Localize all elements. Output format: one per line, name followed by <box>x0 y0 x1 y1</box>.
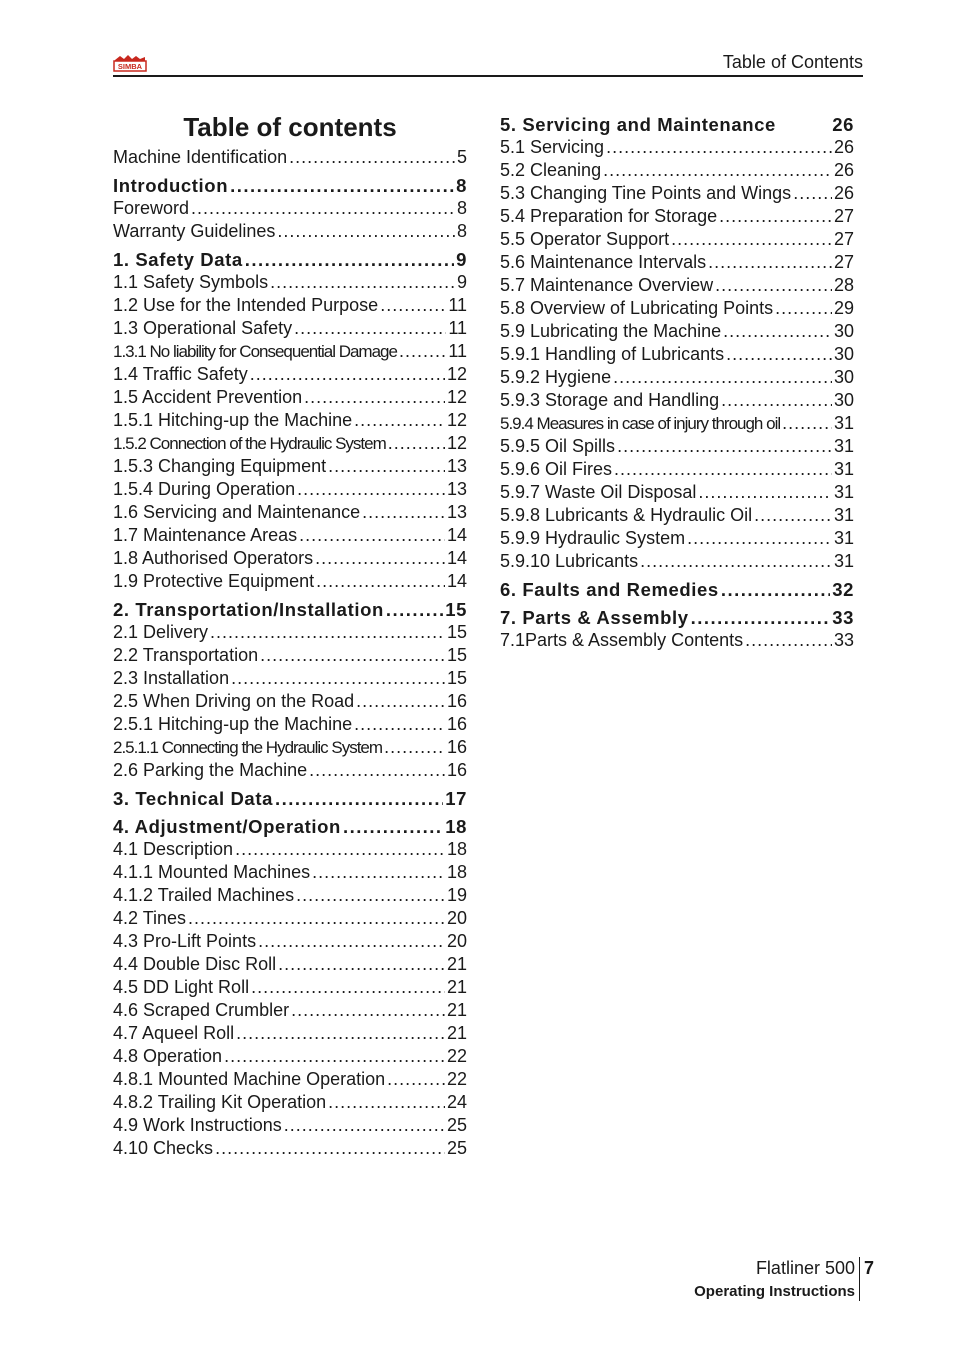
toc-leader-dots <box>356 690 445 713</box>
toc-entry[interactable] <box>113 907 467 930</box>
toc-leader-dots <box>384 736 445 759</box>
toc-leader-dots <box>277 220 455 243</box>
toc-leader-dots <box>316 570 445 593</box>
toc-entry[interactable] <box>113 524 467 547</box>
toc-entry-label: 5.9.4 Measures in case of injury through oil <box>500 414 781 433</box>
toc-entry-label: 5.7 Maintenance Overview <box>500 275 714 295</box>
toc-entry-page: 33 <box>833 630 854 650</box>
toc-leader-dots <box>386 598 443 621</box>
toc-leader-dots <box>275 787 443 810</box>
toc-section-entry[interactable] <box>500 113 854 136</box>
toc-entry-page: 29 <box>833 298 854 318</box>
toc-entry-page: 16 <box>446 737 467 757</box>
toc-column-right <box>500 108 854 652</box>
toc-entry-label: 2.1 Delivery <box>113 622 209 642</box>
toc-entry[interactable] <box>113 644 467 667</box>
toc-entry[interactable] <box>113 317 467 340</box>
toc-entry[interactable] <box>500 550 854 573</box>
toc-entry[interactable] <box>500 481 854 504</box>
toc-section-entry[interactable] <box>500 606 854 629</box>
toc-entry-label: 5.9.9 Hydraulic System <box>500 528 686 548</box>
toc-entry-page: 21 <box>446 977 467 997</box>
toc-entry-page: 14 <box>446 525 467 545</box>
toc-leader-dots <box>354 409 445 432</box>
toc-entry[interactable] <box>113 455 467 478</box>
toc-entry-page: 9 <box>456 272 467 292</box>
toc-entry-page: 12 <box>446 410 467 430</box>
toc-entry-label: 4.9 Work Instructions <box>113 1115 282 1135</box>
toc-entry-label: 4.1.1 Mounted Machines <box>113 862 311 882</box>
toc-entry[interactable] <box>113 501 467 524</box>
toc-entry-page: 33 <box>832 607 854 628</box>
toc-entry[interactable] <box>113 1091 467 1114</box>
toc-list-right <box>500 113 854 652</box>
toc-leader-dots <box>328 455 445 478</box>
toc-entry-label: 3. Technical Data <box>113 788 273 809</box>
toc-entry-label: 1.8 Authorised Operators <box>113 548 314 568</box>
toc-entry-label: 7.1Parts & Assembly Contents <box>500 630 744 650</box>
toc-entry-label: 1.5.4 During Operation <box>113 479 296 499</box>
toc-entry-page: 27 <box>833 229 854 249</box>
toc-entry[interactable] <box>500 182 854 205</box>
toc-section-entry[interactable] <box>113 174 467 197</box>
toc-leader-dots <box>715 274 832 297</box>
toc-leader-dots <box>231 667 445 690</box>
toc-entry-page: 31 <box>833 505 854 525</box>
toc-entry[interactable] <box>500 435 854 458</box>
toc-leader-dots <box>775 297 832 320</box>
toc-entry-label: 2.5 When Driving on the Road <box>113 691 355 711</box>
toc-entry[interactable] <box>113 570 467 593</box>
toc-entry-page: 5 <box>456 147 467 167</box>
toc-entry-label: 5.9.5 Oil Spills <box>500 436 616 456</box>
toc-entry-page: 31 <box>833 436 854 456</box>
toc-entry-label: Foreword <box>113 198 190 218</box>
toc-entry[interactable] <box>113 386 467 409</box>
toc-list-left <box>113 146 467 1160</box>
toc-entry-page: 21 <box>446 954 467 974</box>
toc-entry[interactable] <box>500 274 854 297</box>
toc-leader-dots <box>708 251 832 274</box>
toc-leader-dots <box>297 478 445 501</box>
toc-entry-page: 11 <box>448 318 467 338</box>
toc-leader-dots <box>721 578 830 601</box>
toc-entry-label: 4.5 DD Light Roll <box>113 977 250 997</box>
toc-entry-page: 32 <box>832 579 854 600</box>
toc-entry-page: 8 <box>456 175 467 196</box>
toc-leader-dots <box>745 629 832 652</box>
toc-entry-page: 18 <box>445 816 467 837</box>
toc-leader-dots <box>388 432 445 455</box>
footer-product-name: Flatliner 500 <box>755 1258 855 1278</box>
toc-leader-dots <box>245 248 454 271</box>
toc-leader-dots <box>617 435 832 458</box>
toc-entry[interactable] <box>113 432 467 455</box>
toc-entry-page: 16 <box>446 760 467 780</box>
toc-entry-page: 21 <box>446 1000 467 1020</box>
toc-entry[interactable] <box>500 205 854 228</box>
toc-entry[interactable] <box>113 197 467 220</box>
toc-leader-dots <box>671 228 832 251</box>
toc-entry-label: 1.5 Accident Prevention <box>113 387 303 407</box>
toc-entry-page: 14 <box>446 548 467 568</box>
toc-entry[interactable] <box>113 884 467 907</box>
toc-entry-label: 4.7 Aqueel Roll <box>113 1023 235 1043</box>
toc-entry-page: 9 <box>456 249 467 270</box>
toc-entry-label: 4.10 Checks <box>113 1138 214 1158</box>
toc-entry[interactable] <box>500 320 854 343</box>
toc-entry-label: 5.1 Servicing <box>500 137 605 157</box>
simba-logo-graphic <box>113 54 147 72</box>
toc-leader-dots <box>278 953 445 976</box>
toc-entry-label: 1.3.1 No liability for Consequential Damage <box>113 342 397 361</box>
toc-leader-dots <box>723 320 832 343</box>
toc-entry[interactable] <box>113 621 467 644</box>
toc-entry-page: 20 <box>446 908 467 928</box>
toc-entry-page: 27 <box>833 206 854 226</box>
toc-entry-label: 1.5.1 Hitching-up the Machine <box>113 410 353 430</box>
toc-entry-label: 6. Faults and Remedies <box>500 579 719 600</box>
toc-leader-dots <box>309 759 445 782</box>
toc-entry-label: 1. Safety Data <box>113 249 243 270</box>
toc-entry[interactable] <box>500 629 854 652</box>
toc-entry[interactable] <box>113 1068 467 1091</box>
toc-entry-page: 26 <box>833 183 854 203</box>
toc-entry-label: 5.5 Operator Support <box>500 229 670 249</box>
toc-entry[interactable] <box>113 146 467 169</box>
toc-entry-label: 2.3 Installation <box>113 668 230 688</box>
toc-entry-label: 4.8.2 Trailing Kit Operation <box>113 1092 327 1112</box>
toc-entry-page: 30 <box>833 390 854 410</box>
toc-leader-dots <box>328 1091 445 1114</box>
toc-entry[interactable] <box>500 412 854 435</box>
toc-entry-label: 1.3 Operational Safety <box>113 318 293 338</box>
toc-leader-dots <box>284 1114 445 1137</box>
toc-leader-dots <box>698 481 832 504</box>
toc-entry-label: 1.5.3 Changing Equipment <box>113 456 327 476</box>
toc-entry[interactable] <box>113 953 467 976</box>
toc-entry-page: 18 <box>446 839 467 859</box>
toc-leader-dots <box>250 363 445 386</box>
toc-entry-page: 31 <box>833 482 854 502</box>
toc-entry-label: 4.6 Scraped Crumbler <box>113 1000 290 1020</box>
toc-entry-page: 11 <box>448 341 467 361</box>
toc-section-entry[interactable] <box>113 787 467 810</box>
toc-entry-page: 30 <box>833 344 854 364</box>
toc-entry-label: 7. Parts & Assembly <box>500 607 689 628</box>
toc-entry-page: 31 <box>833 528 854 548</box>
toc-entry-page: 21 <box>446 1023 467 1043</box>
toc-leader-dots <box>251 976 445 999</box>
toc-leader-dots <box>291 999 445 1022</box>
toc-entry-label: 1.4 Traffic Safety <box>113 364 248 384</box>
toc-entry-page: 30 <box>833 321 854 341</box>
toc-entry-page: 31 <box>833 413 854 433</box>
toc-entry-label: 4. Adjustment/Operation <box>113 816 341 837</box>
toc-leader-dots <box>606 136 832 159</box>
toc-entry[interactable] <box>500 458 854 481</box>
toc-entry-page: 15 <box>446 645 467 665</box>
toc-entry-page: 20 <box>446 931 467 951</box>
toc-entry[interactable] <box>113 220 467 243</box>
toc-entry[interactable] <box>500 389 854 412</box>
toc-entry-label: Introduction <box>113 175 229 196</box>
toc-entry-label: 5.2 Cleaning <box>500 160 602 180</box>
toc-entry-label: 2.2 Transportation <box>113 645 259 665</box>
toc-entry-label: 2.5.1.1 Connecting the Hydraulic System <box>113 738 383 757</box>
toc-entry[interactable] <box>500 251 854 274</box>
toc-entry[interactable] <box>113 838 467 861</box>
toc-entry-label: 5.6 Maintenance Intervals <box>500 252 707 272</box>
toc-leader-dots <box>603 159 832 182</box>
toc-entry[interactable] <box>113 478 467 501</box>
toc-entry-page: 24 <box>446 1092 467 1112</box>
toc-entry-label: 5.9.10 Lubricants <box>500 551 639 571</box>
toc-entry-page: 25 <box>446 1115 467 1135</box>
toc-entry-label: 4.2 Tines <box>113 908 187 928</box>
toc-leader-dots <box>719 205 832 228</box>
toc-leader-dots <box>224 1045 445 1068</box>
toc-leader-dots <box>721 389 832 412</box>
toc-entry-label: 4.4 Double Disc Roll <box>113 954 277 974</box>
toc-entry-page: 26 <box>833 137 854 157</box>
header-divider <box>113 75 863 77</box>
toc-entry-page: 28 <box>833 275 854 295</box>
toc-entry[interactable] <box>113 690 467 713</box>
toc-entry[interactable] <box>113 547 467 570</box>
toc-leader-dots <box>387 1068 445 1091</box>
toc-entry[interactable] <box>113 294 467 317</box>
toc-entry-label: 5.8 Overview of Lubricating Points <box>500 298 774 318</box>
toc-leader-dots <box>687 527 832 550</box>
toc-leader-dots <box>260 644 445 667</box>
toc-entry-page: 15 <box>445 599 467 620</box>
toc-entry-page: 14 <box>446 571 467 591</box>
toc-leader-dots <box>312 861 445 884</box>
toc-leader-dots <box>304 386 445 409</box>
toc-leader-dots <box>399 340 446 363</box>
toc-entry[interactable] <box>500 504 854 527</box>
toc-leader-dots <box>782 412 832 435</box>
toc-entry-label: 1.5.2 Connection of the Hydraulic System <box>113 434 386 453</box>
toc-entry[interactable] <box>500 136 854 159</box>
toc-entry[interactable] <box>113 409 467 432</box>
toc-entry[interactable] <box>113 1045 467 1068</box>
toc-entry-page: 15 <box>446 622 467 642</box>
toc-entry-label: Warranty Guidelines <box>113 221 276 241</box>
toc-entry[interactable] <box>113 999 467 1022</box>
simba-logo <box>113 54 147 72</box>
toc-leader-dots <box>793 182 832 205</box>
toc-entry[interactable] <box>500 343 854 366</box>
toc-entry[interactable] <box>500 159 854 182</box>
toc-entry[interactable] <box>113 1114 467 1137</box>
toc-entry-page: 13 <box>446 502 467 522</box>
toc-entry-page: 17 <box>445 788 467 809</box>
toc-leader-dots <box>258 930 445 953</box>
toc-entry-label: 4.1 Description <box>113 839 234 859</box>
toc-entry-page: 13 <box>446 456 467 476</box>
toc-leader-dots <box>640 550 832 573</box>
toc-leader-dots <box>691 606 831 629</box>
toc-entry-page: 12 <box>446 387 467 407</box>
toc-leader-dots <box>294 317 446 340</box>
toc-entry-label: 5.3 Changing Tine Points and Wings <box>500 183 792 203</box>
header-title: Table of Contents <box>722 52 863 72</box>
toc-entry-page: 12 <box>446 364 467 384</box>
toc-entry[interactable] <box>113 861 467 884</box>
toc-entry[interactable] <box>113 736 467 759</box>
toc-entry-page: 26 <box>833 160 854 180</box>
toc-entry-label: 2.5.1 Hitching-up the Machine <box>113 714 353 734</box>
toc-entry-page: 31 <box>833 551 854 571</box>
toc-leader-dots <box>343 815 443 838</box>
toc-entry[interactable] <box>113 271 467 294</box>
toc-leader-dots <box>270 271 455 294</box>
toc-entry-page: 8 <box>456 221 467 241</box>
toc-leader-dots <box>191 197 455 220</box>
toc-entry-page: 13 <box>446 479 467 499</box>
toc-leader-dots <box>614 458 832 481</box>
toc-entry-label: 1.2 Use for the Intended Purpose <box>113 295 379 315</box>
toc-leader-dots <box>754 504 832 527</box>
toc-entry-label: 1.1 Safety Symbols <box>113 272 269 292</box>
toc-entry-label: 2. Transportation/Installation <box>113 599 384 620</box>
toc-entry-label: 5.9.1 Handling of Lubricants <box>500 344 725 364</box>
toc-entry[interactable] <box>500 366 854 389</box>
toc-leader-dots <box>210 621 445 644</box>
toc-entry-label: Machine Identification <box>113 147 288 167</box>
toc-leader-dots <box>188 907 445 930</box>
toc-entry-label: 2.6 Parking the Machine <box>113 760 308 780</box>
footer-page-number: 7 <box>864 1258 875 1278</box>
toc-leader-dots <box>380 294 446 317</box>
toc-section-entry[interactable] <box>113 598 467 621</box>
toc-entry-page: 25 <box>446 1138 467 1158</box>
toc-entry-page: 12 <box>446 433 467 453</box>
toc-entry-label: 4.8.1 Mounted Machine Operation <box>113 1069 386 1089</box>
toc-entry[interactable] <box>113 976 467 999</box>
toc-leader-dots <box>315 547 445 570</box>
toc-leader-dots <box>299 524 445 547</box>
toc-entry-label: 5.9.6 Oil Fires <box>500 459 613 479</box>
toc-entry[interactable] <box>500 228 854 251</box>
toc-entry[interactable] <box>113 713 467 736</box>
toc-entry-label: 1.9 Protective Equipment <box>113 571 315 591</box>
toc-entry[interactable] <box>500 527 854 550</box>
toc-entry-page: 18 <box>446 862 467 882</box>
toc-entry-page: 30 <box>833 367 854 387</box>
toc-leader-dots <box>726 343 832 366</box>
toc-leader-dots <box>236 1022 445 1045</box>
toc-entry[interactable] <box>113 667 467 690</box>
toc-entry-page: 31 <box>833 459 854 479</box>
toc-section-entry[interactable] <box>113 815 467 838</box>
toc-section-entry[interactable] <box>113 248 467 271</box>
toc-entry-page: 8 <box>456 198 467 218</box>
toc-entry-label: 1.6 Servicing and Maintenance <box>113 502 361 522</box>
toc-entry-label: 1.7 Maintenance Areas <box>113 525 298 545</box>
toc-entry-label: 5.4 Preparation for Storage <box>500 206 718 226</box>
toc-entry[interactable] <box>113 363 467 386</box>
toc-entry-page: 15 <box>446 668 467 688</box>
toc-entry-page: 26 <box>832 114 854 135</box>
toc-leader-dots <box>230 174 454 197</box>
toc-leader-dots <box>296 884 445 907</box>
toc-entry[interactable] <box>113 930 467 953</box>
toc-entry-label: 5.9.2 Hygiene <box>500 367 612 387</box>
toc-entry-page: 16 <box>446 714 467 734</box>
toc-leader-dots <box>354 713 445 736</box>
toc-column-left <box>113 108 467 1160</box>
toc-entry-label: 5.9.3 Storage and Handling <box>500 390 720 410</box>
svg-text:SIMBA: SIMBA <box>117 62 143 71</box>
toc-entry[interactable] <box>113 759 467 782</box>
toc-entry-label: 4.8 Operation <box>113 1046 223 1066</box>
footer-subtitle: Operating Instructions <box>694 1283 855 1300</box>
toc-entry-page: 19 <box>446 885 467 905</box>
toc-section-entry[interactable] <box>500 578 854 601</box>
toc-entry-page: 27 <box>833 252 854 272</box>
toc-entry-label: 5.9.8 Lubricants & Hydraulic Oil <box>500 505 753 525</box>
toc-leader-dots <box>613 366 832 389</box>
toc-entry-label: 5.9 Lubricating the Machine <box>500 321 722 341</box>
toc-title: Table of contents <box>183 112 397 142</box>
toc-entry[interactable] <box>113 1137 467 1160</box>
toc-entry-page: 16 <box>446 691 467 711</box>
toc-entry-page: 11 <box>448 295 467 315</box>
toc-entry-page: 22 <box>446 1046 467 1066</box>
toc-entry[interactable] <box>113 1022 467 1045</box>
toc-entry-label: 4.1.2 Trailed Machines <box>113 885 295 905</box>
toc-leader-dots <box>215 1137 445 1160</box>
toc-entry[interactable] <box>500 297 854 320</box>
toc-entry[interactable] <box>113 340 467 363</box>
toc-leader-dots <box>235 838 445 861</box>
toc-leader-dots <box>289 146 455 169</box>
toc-entry-label: 5. Servicing and Maintenance <box>500 114 776 135</box>
toc-entry-page: 22 <box>446 1069 467 1089</box>
toc-entry-label: 4.3 Pro-Lift Points <box>113 931 257 951</box>
footer-divider <box>859 1257 860 1301</box>
toc-entry-label: 5.9.7 Waste Oil Disposal <box>500 482 697 502</box>
toc-leader-dots <box>362 501 445 524</box>
